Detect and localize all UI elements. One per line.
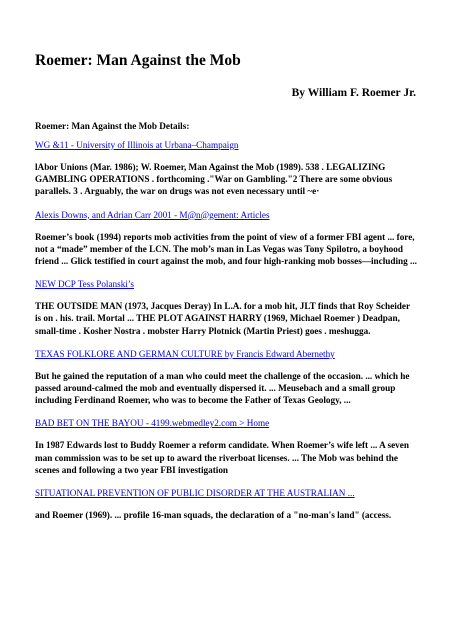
result-snippet: THE OUTSIDE MAN (1973, Jacques Deray) In L.A. for a mob hit, JLT finds that Roy Scheider is on . his. trail. Mortal ... THE PLOT AGAINST HARRY (1969, Michael Roemer ) Deadpan, small-time . Kosher Nostra . mobster Harry Plotnick (Martin Priest) goes . meshugga. (35, 301, 410, 336)
result-snippet: and Roemer (1969). ... profile 16-man squads, the declaration of a "no-man's land" (access. (35, 510, 392, 521)
result-snippet: lAbor Unions (Mar. 1986); W. Roemer, Man Against the Mob (1989). 538 . LEGALIZING GAMBLING OPERATIONS . forthcoming ."War on Gambling."2 There are some obvious parallels. 3 . Arguably, the war on drugs was not even necessary until ~e· (35, 162, 393, 197)
result-link[interactable]: Alexis Downs, and Adrian Carr 2001 - M@n@gement: Articles (35, 209, 270, 220)
result-snippet: But he gained the reputation of a man who could meet the challenge of the occasion. ... which he passed around-calmed the mob and eventually dispersed it. ... Meusebach and a small group including Ferdinand Roemer, who was to become the Father of Texas Geology, ... (35, 370, 410, 406)
result-link[interactable]: SITUATIONAL PREVENTION OF PUBLIC DISORDER AT THE AUSTRALIAN ... (35, 488, 355, 499)
document-author: By William F. Roemer Jr. (291, 87, 416, 99)
result-entry (35, 349, 418, 407)
result-link[interactable]: TEXAS FOLKLORE AND GERMAN CULTURE by Francis Edward Abernethy (35, 348, 335, 359)
result-entry (35, 210, 418, 268)
result-link[interactable]: NEW DCP Tess Polanski’s (35, 279, 134, 290)
document-title: Roemer: Man Against the Mob (35, 52, 241, 69)
result-link[interactable]: BAD BET ON THE BAYOU - 4199.webmedley2.com > Home (35, 418, 270, 429)
result-entry (35, 418, 418, 476)
result-link[interactable]: WG &11 - University of Illinois at Urbana–Champaign (35, 140, 239, 150)
details-heading: Roemer: Man Against the Mob Details: (35, 121, 190, 131)
result-list (35, 140, 418, 533)
result-snippet: Roemer’s book (1994) reports mob activities from the point of view of a former FBI agent ... fore, not a “made” member of the LCN. The mob’s man in Las Vegas was Tony Spilotro, a boyhood friend ... Glick testified in court against the mob, and four high-ranking mob bosses—including ... (35, 231, 417, 267)
result-snippet: In 1987 Edwards lost to Buddy Roemer a reform candidate. When Roemer’s wife left ... A seven man commission was to be set up to award the riverboat licenses. ... The Mob was behind the scenes and following a two year FBI investigation (35, 440, 409, 475)
result-entry (35, 279, 418, 337)
result-entry (35, 140, 418, 198)
result-entry (35, 488, 418, 521)
